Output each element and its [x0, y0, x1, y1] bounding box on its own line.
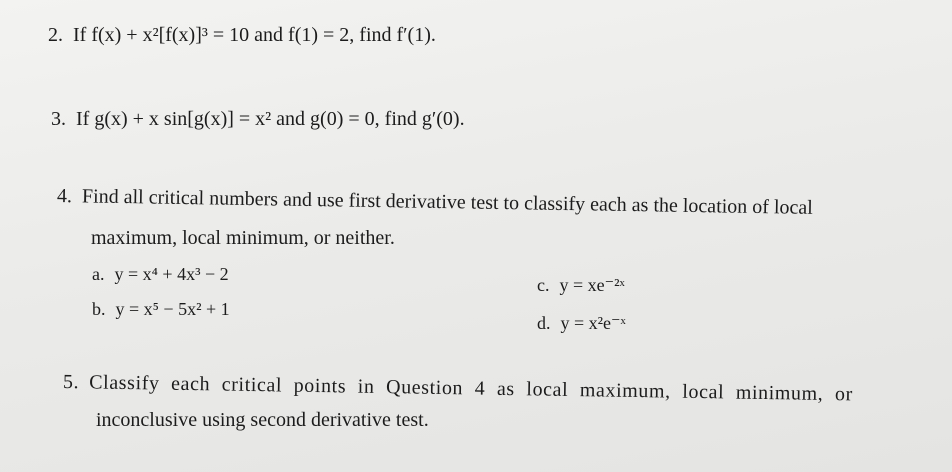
question-2-number: 2.: [48, 24, 63, 46]
question-5-line-1: [63, 370, 853, 406]
part-d-expression: y = x²e⁻ˣ: [560, 313, 626, 333]
question-4-number: 4.: [56, 185, 73, 208]
part-a-label: a.: [92, 264, 105, 284]
question-5-text-line-2: inconclusive using second derivative test.: [96, 409, 429, 431]
part-a-expression: y = x⁴ + 4x³ − 2: [114, 264, 229, 284]
part-d: [537, 311, 626, 335]
part-b: [92, 297, 230, 321]
question-4-line-1: [57, 184, 813, 220]
part-c-label: c.: [537, 275, 550, 295]
part-b-expression: y = x⁵ − 5x² + 1: [115, 299, 230, 319]
part-a: [92, 262, 229, 286]
part-c: [537, 273, 625, 297]
question-4-line-2: [91, 226, 395, 250]
question-3-number: 3.: [51, 108, 66, 130]
question-5-number: 5.: [62, 371, 80, 394]
part-c-expression: y = xe⁻²ˣ: [559, 275, 625, 295]
question-5-text-line-1: Classify each critical points in Question 4 as local maximum, local minimum, or: [89, 371, 853, 406]
question-3: [51, 107, 465, 131]
question-4-text-line-1: Find all critical numbers and use first derivative test to classify each as the location of local: [81, 185, 813, 219]
question-2: [48, 23, 436, 47]
part-d-label: d.: [537, 313, 551, 333]
part-b-label: b.: [92, 299, 106, 319]
question-4-text-line-2: maximum, local minimum, or neither.: [91, 227, 395, 249]
question-3-text: If g(x) + x sin[g(x)] = x² and g(0) = 0, find g′(0).: [76, 108, 465, 130]
question-2-text: If f(x) + x²[f(x)]³ = 10 and f(1) = 2, find f′(1).: [73, 24, 436, 46]
question-5-line-2: [96, 408, 429, 432]
